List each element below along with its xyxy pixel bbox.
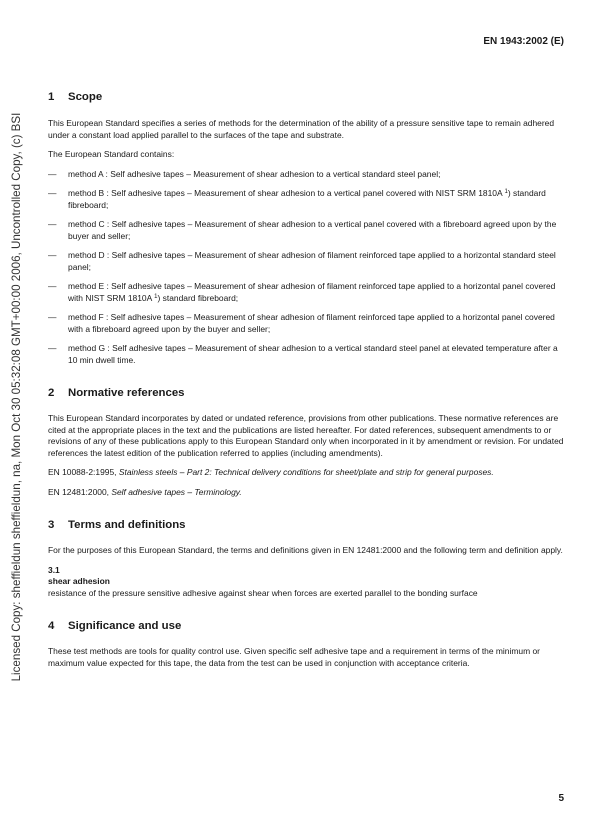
page-body [48, 90, 564, 669]
dash-bullet: — [48, 188, 57, 198]
dash-bullet: — [48, 343, 57, 353]
license-watermark: Licensed Copy: sheffieldun sheffieldun, na, Mon Oct 30 05:32:08 GMT+00:00 2006, Uncontrolled Copy, (c) BSI [10, 112, 23, 682]
section-heading-scope: 1 Scope [48, 91, 103, 103]
reference-item: EN 12481:2000, Self adhesive tapes – Terminology. [48, 486, 242, 497]
term-number: 3.1 [48, 564, 60, 575]
dash-bullet: — [48, 168, 57, 179]
method-item: — method D : Self adhesive tapes – Measurement of shear adhesion of filament reinforced tape applied to a horizontal standard steel panel; [48, 250, 556, 272]
section-heading-normative-references: 2 Normative references [48, 387, 185, 399]
page-number: 5 [558, 793, 564, 804]
dash-bullet: — [48, 312, 57, 322]
terms-intro: For the purposes of this European Standard, the terms and definitions given in EN 12481:2000 and the following term and definition apply. [48, 545, 563, 555]
reference-item: EN 10088-2:1995, Stainless steels – Part 2: Technical delivery conditions for sheet/plate and strip for general purposes. [48, 467, 494, 477]
method-item: — method G : Self adhesive tapes – Measurement of shear adhesion to a vertical standard steel panel at elevated temperature after a 10 min dwell time. [48, 343, 558, 365]
dash-bullet: — [48, 250, 57, 260]
scope-contains: The European Standard contains: [48, 149, 175, 159]
normative-body: This European Standard incorporates by dated or undated reference, provisions from other publications. These normative references are cited at the appropriate places in the text and the publications are listed hereafter. For dated references, subsequent amendments to or revisions of any of these publications apply to this European Standard only when incorporated in it by amendment or revision. For undated references the latest edition of the publication referred to applies (including amendments). [48, 413, 564, 458]
significance-body: These test methods are tools for quality control use. Given specific self adhesive tape and a requirement in terms of the minimum or maximum value expected for this tape, the data from the test can be used in conjunction with acceptance criteria. [48, 646, 540, 668]
document-id: EN 1943:2002 (E) [483, 36, 564, 47]
dash-bullet: — [48, 219, 57, 229]
scope-intro: This European Standard specifies a series of methods for the determination of the ability of a pressure sensitive tape to remain adhered under a constant load applied parallel to the surfaces of the tape and substrate. [48, 118, 555, 140]
section-heading-terms: 3 Terms and definitions [48, 519, 186, 531]
term-definition: resistance of the pressure sensitive adhesive against shear when forces are exerted parallel to the bonding surface [48, 587, 478, 598]
method-item: — method C : Self adhesive tapes – Measurement of shear adhesion to a vertical panel covered with a fibreboard agreed upon by the buyer and seller; [48, 219, 557, 241]
dash-bullet: — [48, 281, 57, 291]
method-item: — method E : Self adhesive tapes – Measurement of shear adhesion of filament reinforced tape applied to a horizontal panel covered with NIST SRM 1810A $^1$) standard fibreboard; [48, 281, 556, 303]
term-name: shear adhesion [48, 576, 110, 586]
section-heading-significance: 4 Significance and use [48, 620, 182, 632]
method-item: — method B : Self adhesive tapes – Measurement of shear adhesion to a vertical panel covered with NIST SRM 1810A $^1$) standard fibreboard; [48, 188, 546, 210]
method-item: — method A : Self adhesive tapes – Measurement of shear adhesion to a vertical standard steel panel; [48, 168, 441, 179]
method-item: — method F : Self adhesive tapes – Measurement of shear adhesion of filament reinforced tape applied to a horizontal panel covered with a fibreboard agreed upon by the buyer and seller; [48, 312, 555, 334]
